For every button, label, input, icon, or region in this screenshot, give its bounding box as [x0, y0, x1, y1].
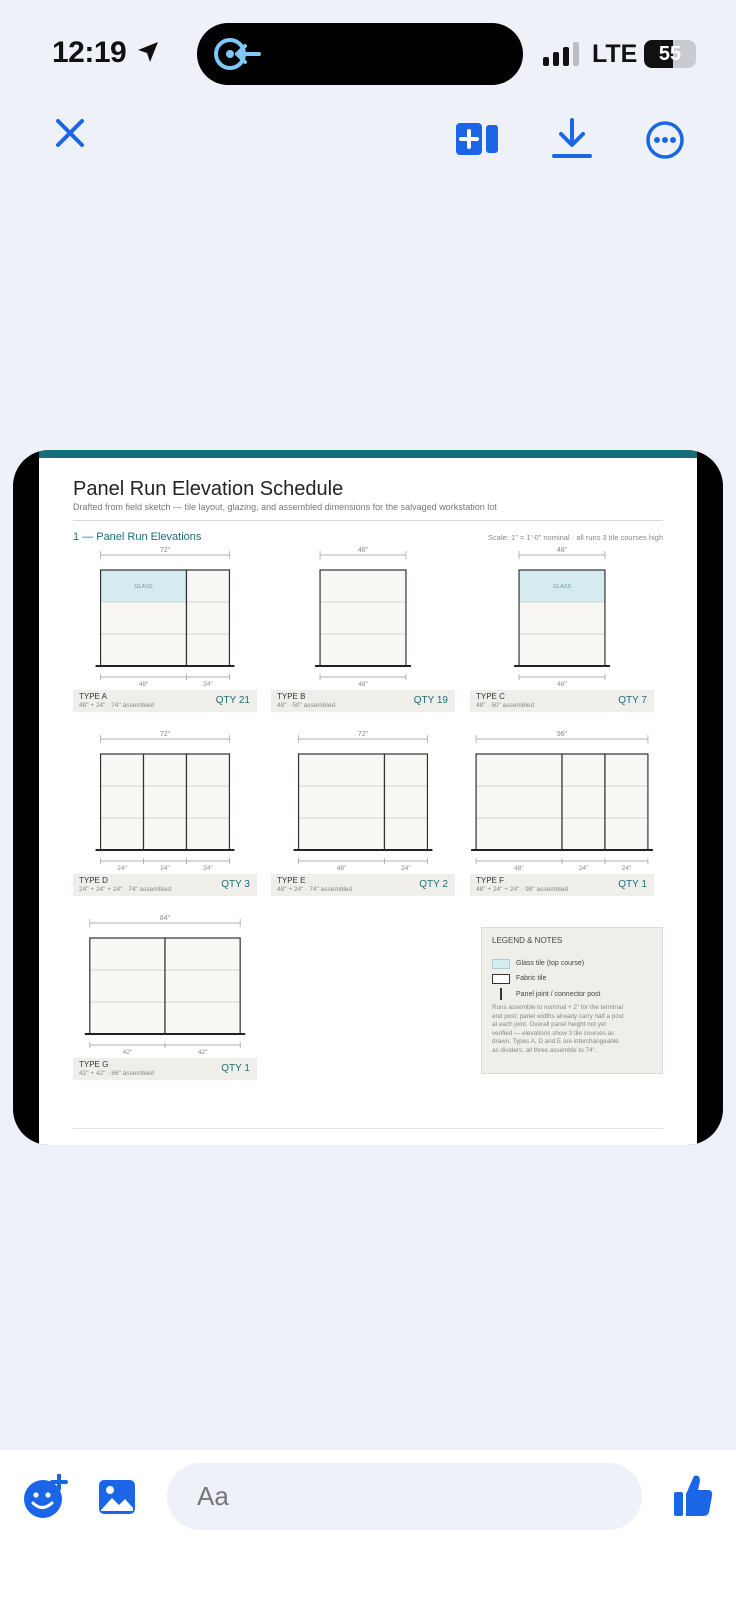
sticker-button[interactable] [20, 1472, 70, 1522]
fabric-panel [605, 754, 648, 850]
fabric-panel [186, 570, 229, 666]
width-dimension-label: 24" [203, 681, 213, 688]
width-dimension-label: 24" [117, 865, 127, 872]
legend-fabric: Fabric tile [516, 975, 547, 982]
width-dimension-label: 48" [514, 865, 524, 872]
panel-quantity: QTY 1 [221, 1063, 250, 1074]
document-preview[interactable] [13, 450, 723, 1145]
network-type: LTE [592, 40, 638, 68]
battery-percent: 55 [658, 43, 682, 65]
panel-type: TYPE C [476, 692, 505, 701]
panel-type: TYPE F [476, 876, 505, 885]
fabric-panel [384, 754, 427, 850]
photo-button[interactable] [92, 1472, 142, 1522]
panel-caption [271, 690, 455, 712]
width-dimension-label: 24" [578, 865, 589, 872]
panel-quantity: QTY 21 [215, 695, 250, 706]
panel-caption [470, 874, 654, 896]
panel-description: 48" + 24" · 74" assembled [277, 886, 353, 893]
legend-notes: Runs assemble to nominal + 2" for the terminal end post; panel widths already carry half a post at each joint. Overall panel height not yet verified — elevations show 3 tile courses as drawn. Types A, D and E are interchangeable as dividers; all three assemble to 74". [492, 1004, 624, 1054]
width-dimension-label: 24" [160, 865, 170, 872]
status-time: 12:19 [52, 36, 127, 69]
add-to-document-icon [455, 120, 499, 158]
panel-caption [73, 1058, 257, 1080]
panel-caption [470, 690, 654, 712]
legend-heading: LEGEND & NOTES [492, 936, 563, 945]
glass-label: GLASS [134, 584, 153, 590]
screen-share-icon [211, 35, 263, 73]
document-page [39, 450, 697, 1145]
overall-dimension-label: 48" [357, 547, 369, 554]
width-dimension-label: 42" [197, 1049, 208, 1056]
panel-type: TYPE E [277, 876, 306, 885]
fabric-swatch [492, 974, 510, 984]
panel-type: TYPE D [79, 876, 108, 885]
battery-icon [644, 40, 696, 68]
panel-type: TYPE B [277, 692, 306, 701]
panel-quantity: QTY 3 [221, 879, 250, 890]
location-arrow-icon [136, 40, 160, 64]
fabric-panel [476, 754, 562, 850]
document-title: Panel Run Elevation Schedule [73, 478, 344, 500]
joint-swatch [500, 988, 502, 1000]
panel-description: 48" + 24" + 24" · 98" assembled [476, 886, 568, 893]
section-title: 1 — Panel Run Elevations [73, 531, 202, 543]
glass-label: GLASS [552, 584, 572, 590]
status-bar [0, 0, 736, 100]
thumbs-up-icon [672, 1472, 714, 1518]
panel-description: 48" · 50" assembled [277, 702, 336, 709]
panel-quantity: QTY 1 [618, 879, 647, 890]
width-dimension-label: 24" [401, 865, 411, 872]
overall-dimension-label: 48" [556, 547, 568, 554]
photo-icon [97, 1477, 137, 1517]
fabric-panel [562, 754, 605, 850]
panel-caption [73, 874, 257, 896]
legend-box [481, 927, 663, 1074]
close-icon [54, 117, 86, 149]
footer-rule [73, 1128, 663, 1129]
width-dimension-label: 24" [203, 865, 213, 872]
panel-description: 42" + 42" · 86" assembled [79, 1070, 155, 1077]
overall-dimension-label: 96" [556, 731, 568, 738]
width-dimension-label: 42" [122, 1049, 133, 1056]
cell-signal-icon [543, 42, 583, 66]
fabric-panel [299, 754, 385, 850]
overall-dimension-label: 72" [357, 731, 369, 738]
glass-swatch [492, 959, 510, 969]
fabric-panel [144, 754, 187, 850]
fabric-panel [165, 938, 240, 1034]
overall-dimension-label: 84" [159, 915, 171, 922]
panel-caption [271, 874, 455, 896]
add-to-document-button[interactable] [452, 114, 502, 164]
width-dimension-label: 24" [621, 865, 632, 872]
download-icon [552, 118, 592, 160]
legend-joint: Panel joint / connector post [516, 991, 601, 998]
panel-description: 24" + 24" + 24" · 74" assembled [79, 886, 171, 893]
close-button[interactable] [45, 108, 95, 158]
overall-dimension-label: 72" [159, 731, 171, 738]
panel-description: 48" · 50" assembled [476, 702, 535, 709]
fabric-panel [320, 570, 406, 666]
width-dimension-label: 48" [358, 681, 368, 688]
panel-caption [73, 690, 257, 712]
download-button[interactable] [547, 114, 597, 164]
panel-quantity: QTY 7 [618, 695, 647, 706]
document-subtitle: Drafted from field sketch — tile layout, glazing, and assembled dimensions for the salvaged workstation lot [73, 502, 497, 512]
panel-description: 48" + 24" · 74" assembled [79, 702, 155, 709]
panel-type: TYPE G [79, 1060, 109, 1069]
more-options-icon [645, 120, 685, 160]
like-button[interactable] [668, 1470, 718, 1520]
fabric-panel [101, 754, 144, 850]
fabric-panel [90, 938, 165, 1034]
sticker-add-icon [22, 1474, 68, 1520]
panel-quantity: QTY 2 [419, 879, 448, 890]
legend-glass: Glass tile (top course) [516, 960, 585, 967]
width-dimension-label: 48" [138, 681, 149, 688]
width-dimension-label: 48" [336, 865, 347, 872]
width-dimension-label: 48" [557, 681, 567, 688]
more-options-button[interactable] [640, 115, 690, 165]
message-input[interactable] [167, 1463, 642, 1530]
panel-quantity: QTY 19 [413, 695, 448, 706]
panel-type: TYPE A [79, 692, 108, 701]
scale-note: Scale: 1" = 1'-0" nominal · all runs 3 tile courses high [488, 533, 663, 542]
dynamic-island [197, 23, 523, 85]
overall-dimension-label: 72" [159, 547, 171, 554]
fabric-panel [186, 754, 229, 850]
